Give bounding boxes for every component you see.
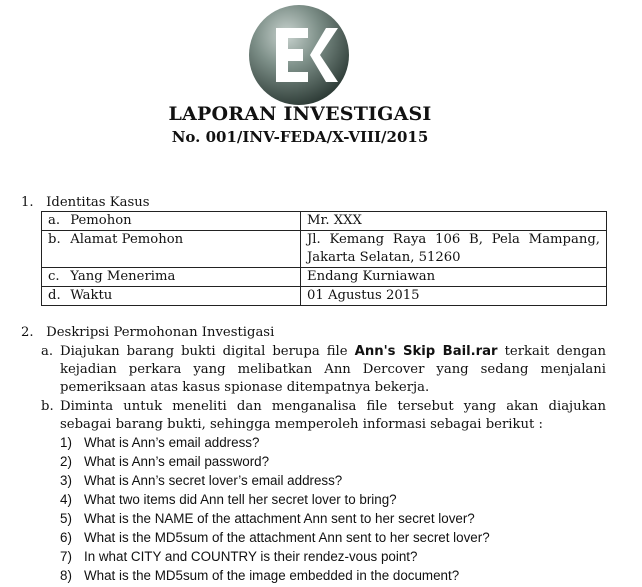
item-b-label: b. — [41, 399, 54, 414]
item-a-label: a. — [41, 344, 54, 359]
question-text: What two items did Ann tell her secret lover to bring? — [84, 492, 397, 507]
list-item — [60, 567, 490, 586]
question-number: 7) — [60, 549, 72, 564]
item-a-text-before: Diajukan barang bukti digital berupa file — [60, 344, 355, 359]
section-2-heading — [21, 324, 274, 342]
question-number: 6) — [60, 530, 72, 545]
evidence-file-name: Ann's Skip Bail.rar — [354, 344, 498, 359]
section-1-heading — [21, 194, 150, 212]
question-number: 5) — [60, 511, 72, 526]
address-line-2: Jakarta Selatan, 51260 — [307, 250, 461, 265]
report-title: LAPORAN INVESTIGASI — [168, 103, 432, 125]
report-number: No. 001/INV-FEDA/X-VIII/2015 — [171, 128, 429, 146]
question-number: 1) — [60, 435, 72, 450]
row-key: Waktu — [70, 288, 113, 303]
table-cell-key — [42, 268, 301, 287]
question-text: What is Ann’s email address? — [84, 435, 260, 450]
item-b-paragraph: Diminta untuk meneliti dan menganalisa file tersebut yang akan diajukan sebagai barang bukti, sehingga memperoleh informasi sebagai berikut : — [60, 399, 606, 432]
company-logo — [246, 2, 352, 108]
section-1-title: Identitas Kasus — [46, 195, 150, 210]
receiver-value: Endang Kurniawan — [301, 268, 607, 287]
table-cell-key — [42, 231, 301, 268]
question-number: 8) — [60, 568, 72, 583]
section-2-number: 2. — [21, 325, 34, 340]
item-a-text-after: terkait dengan kejadian perkara yang melibatkan Ann Dercover yang sedang menjalani pemeriksaan atas kasus spionase ditempatnya bekerja. — [60, 344, 606, 395]
list-item — [60, 472, 490, 491]
question-text: What is Ann’s secret lover’s email address? — [84, 473, 343, 488]
question-text: What is Ann’s email password? — [84, 454, 270, 469]
list-item — [60, 529, 490, 548]
row-key: Pemohon — [70, 213, 132, 228]
question-list — [60, 434, 490, 586]
question-text: What is the NAME of the attachment Ann sent to her secret lover? — [84, 511, 475, 526]
table-cell-key — [42, 212, 301, 231]
row-label: d. — [48, 288, 61, 303]
section-2-title: Deskripsi Permohonan Investigasi — [46, 325, 275, 340]
row-key: Yang Menerima — [70, 269, 176, 284]
address-line-1: Jl. Kemang Raya 106 B, Pela Mampang, — [307, 232, 600, 247]
question-text: In what CITY and COUNTRY is their rendez-vous point? — [84, 549, 418, 564]
table-row — [42, 268, 607, 287]
table-cell-key — [42, 287, 301, 306]
table-row — [42, 231, 607, 268]
table-row — [42, 212, 607, 231]
row-label: c. — [48, 269, 60, 284]
table-row — [42, 287, 607, 306]
list-item — [60, 434, 490, 453]
question-number: 4) — [60, 492, 72, 507]
list-item — [60, 510, 490, 529]
section-1-number: 1. — [21, 195, 34, 210]
list-item — [60, 453, 490, 472]
list-item — [60, 548, 490, 567]
ek-sphere-logo-icon — [246, 2, 352, 108]
item-a-paragraph — [60, 343, 606, 397]
applicant-value: Mr. XXX — [301, 212, 607, 231]
question-text: What is the MD5sum of the image embedded in the document? — [84, 568, 460, 583]
row-key: Alamat Pemohon — [70, 232, 184, 247]
date-value: 01 Agustus 2015 — [301, 287, 607, 306]
question-text: What is the MD5sum of the attachment Ann sent to her secret lover? — [84, 530, 490, 545]
address-value — [301, 231, 607, 268]
row-label: a. — [48, 213, 61, 228]
case-identity-table — [41, 211, 607, 306]
row-label: b. — [48, 232, 61, 247]
question-number: 3) — [60, 473, 72, 488]
question-number: 2) — [60, 454, 72, 469]
list-item — [60, 491, 490, 510]
